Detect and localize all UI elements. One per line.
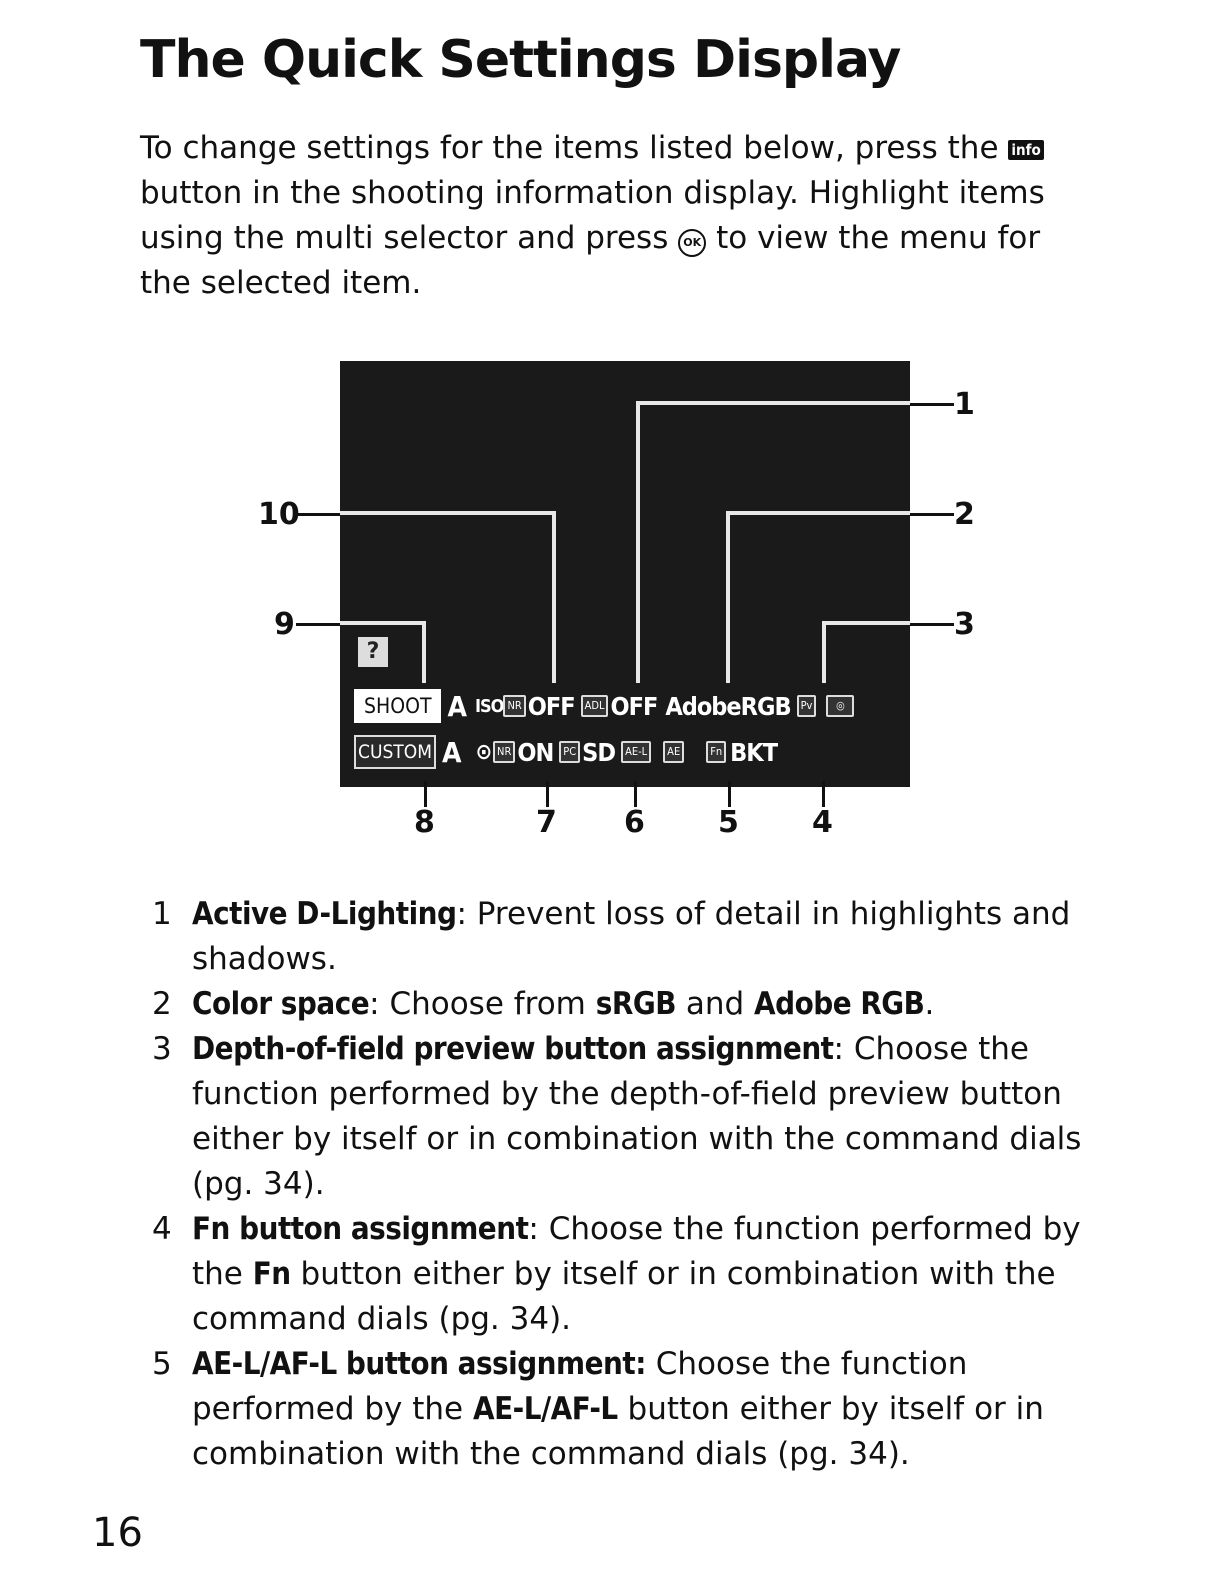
callout-line-10-v	[552, 511, 556, 683]
item-bold: Adobe RGB	[754, 986, 925, 1022]
item-bold: AE-L/AF-L	[472, 1391, 618, 1427]
long-exposure-nr-value: ON	[517, 737, 554, 767]
callout-line-9-h	[340, 621, 426, 625]
shoot-bank-value: A	[447, 689, 467, 723]
item-number: 3	[152, 1031, 172, 1067]
fn-assignment-value: BKT	[730, 737, 778, 767]
intro-text-3: to view the menu for the selected item.	[140, 220, 1041, 301]
ae-lock-icon: AE	[663, 741, 684, 763]
callout-number-7: 7	[536, 805, 557, 840]
callout-number-3: 3	[954, 607, 975, 642]
intro-text-2: button in the shooting information display. Highlight items using the multi selector and press	[140, 175, 1045, 256]
callout-number-9: 9	[274, 607, 295, 642]
page-number: 16	[92, 1510, 143, 1556]
list-item	[150, 1207, 1090, 1342]
custom-bank-value: A	[441, 735, 462, 769]
callout-6-outer	[634, 781, 637, 807]
aperture-icon: ◎	[826, 695, 854, 717]
item-text: : Choose the function performed by the depth-of-field preview button either by itself or in combination with the command dials (pg. 34).	[192, 1031, 1082, 1202]
list-item	[150, 892, 1090, 982]
item-term: AE-L/AF-L button assignment:	[192, 1346, 646, 1382]
iso-nr-prefix: ISO	[474, 695, 504, 717]
intro-text-1: To change settings for the items listed below, press the	[140, 130, 999, 166]
item-text: Choose the function performed by the	[192, 1346, 968, 1427]
item-text: and	[675, 986, 755, 1022]
item-term: Depth-of-field preview button assignment	[192, 1031, 834, 1067]
callout-line-2-v	[726, 511, 730, 683]
long-exposure-nr-icon: NR	[493, 741, 515, 763]
picture-control-value: SD	[582, 737, 616, 767]
item-text: : Prevent loss of detail in highlights and shadows.	[192, 896, 1071, 977]
callout-7-outer	[546, 781, 549, 807]
iso-nr-icon: NR	[503, 695, 525, 717]
item-number: 5	[152, 1346, 172, 1382]
item-bold: Fn	[252, 1256, 291, 1292]
item-text: button either by itself or in combination with the command dials (pg. 34).	[192, 1256, 1056, 1337]
item-text: .	[924, 986, 935, 1022]
fn-button-icon: Fn	[706, 741, 726, 763]
list-item	[150, 982, 1090, 1027]
custom-settings-bank-label: CUSTOM	[354, 735, 436, 769]
callout-number-2: 2	[954, 497, 975, 532]
active-d-lighting-value: OFF	[610, 691, 658, 721]
list-item	[150, 1027, 1090, 1207]
picture-control-icon: PC	[559, 741, 580, 763]
active-d-lighting-icon: ADL	[581, 695, 609, 717]
callout-line-9-v	[422, 621, 426, 683]
callout-line-3-h	[822, 621, 910, 625]
pv-button-icon: Pv	[797, 695, 817, 717]
camera-monitor	[340, 361, 910, 787]
item-term: Color space	[192, 986, 370, 1022]
callout-number-5: 5	[718, 805, 739, 840]
item-term: Fn button assignment	[192, 1211, 529, 1247]
item-number: 1	[152, 896, 172, 932]
item-term: Active D-Lighting	[192, 896, 457, 932]
callout-number-1: 1	[954, 387, 975, 422]
custom-row	[354, 733, 777, 771]
item-number: 4	[152, 1211, 172, 1247]
long-exposure-nr-prefix: ⊙	[475, 739, 492, 765]
ae-l-af-l-icon: AE-L	[621, 741, 651, 763]
item-text: button either by itself or in combination with the command dials (pg. 34).	[192, 1391, 1044, 1472]
settings-list	[150, 892, 1090, 1477]
item-bold: sRGB	[595, 986, 676, 1022]
shoot-row	[354, 687, 854, 725]
callout-number-6: 6	[624, 805, 645, 840]
callout-9-outer	[296, 623, 340, 626]
callout-line-1-v	[636, 401, 640, 683]
callout-3-outer	[910, 623, 954, 626]
callout-1-outer	[910, 403, 954, 406]
item-text: : Choose the function performed by the	[192, 1211, 1081, 1292]
help-icon: ?	[358, 637, 388, 667]
callout-line-10-h	[340, 511, 556, 515]
callout-line-3-v	[822, 621, 826, 683]
callout-10-outer	[296, 513, 340, 516]
item-number: 2	[152, 986, 172, 1022]
callout-number-8: 8	[414, 805, 435, 840]
info-button-icon: info	[1008, 140, 1043, 160]
list-item	[150, 1342, 1090, 1477]
callout-8-outer	[424, 781, 427, 807]
callout-line-1-h	[636, 401, 910, 405]
color-space-value: AdobeRGB	[665, 691, 791, 721]
quick-settings-figure	[240, 355, 1000, 855]
callout-number-10: 10	[258, 497, 300, 532]
callout-2-outer	[910, 513, 954, 516]
shoot-menu-bank-label: SHOOT	[354, 689, 441, 723]
callout-line-2-h	[726, 511, 910, 515]
intro-paragraph	[140, 126, 1100, 306]
item-text: : Choose from	[369, 986, 596, 1022]
page-title: The Quick Settings Display	[140, 30, 901, 90]
iso-nr-value: OFF	[527, 691, 575, 721]
ok-button-icon: OK	[678, 229, 706, 257]
callout-5-outer	[728, 781, 731, 807]
callout-4-outer	[822, 781, 825, 807]
callout-number-4: 4	[812, 805, 833, 840]
